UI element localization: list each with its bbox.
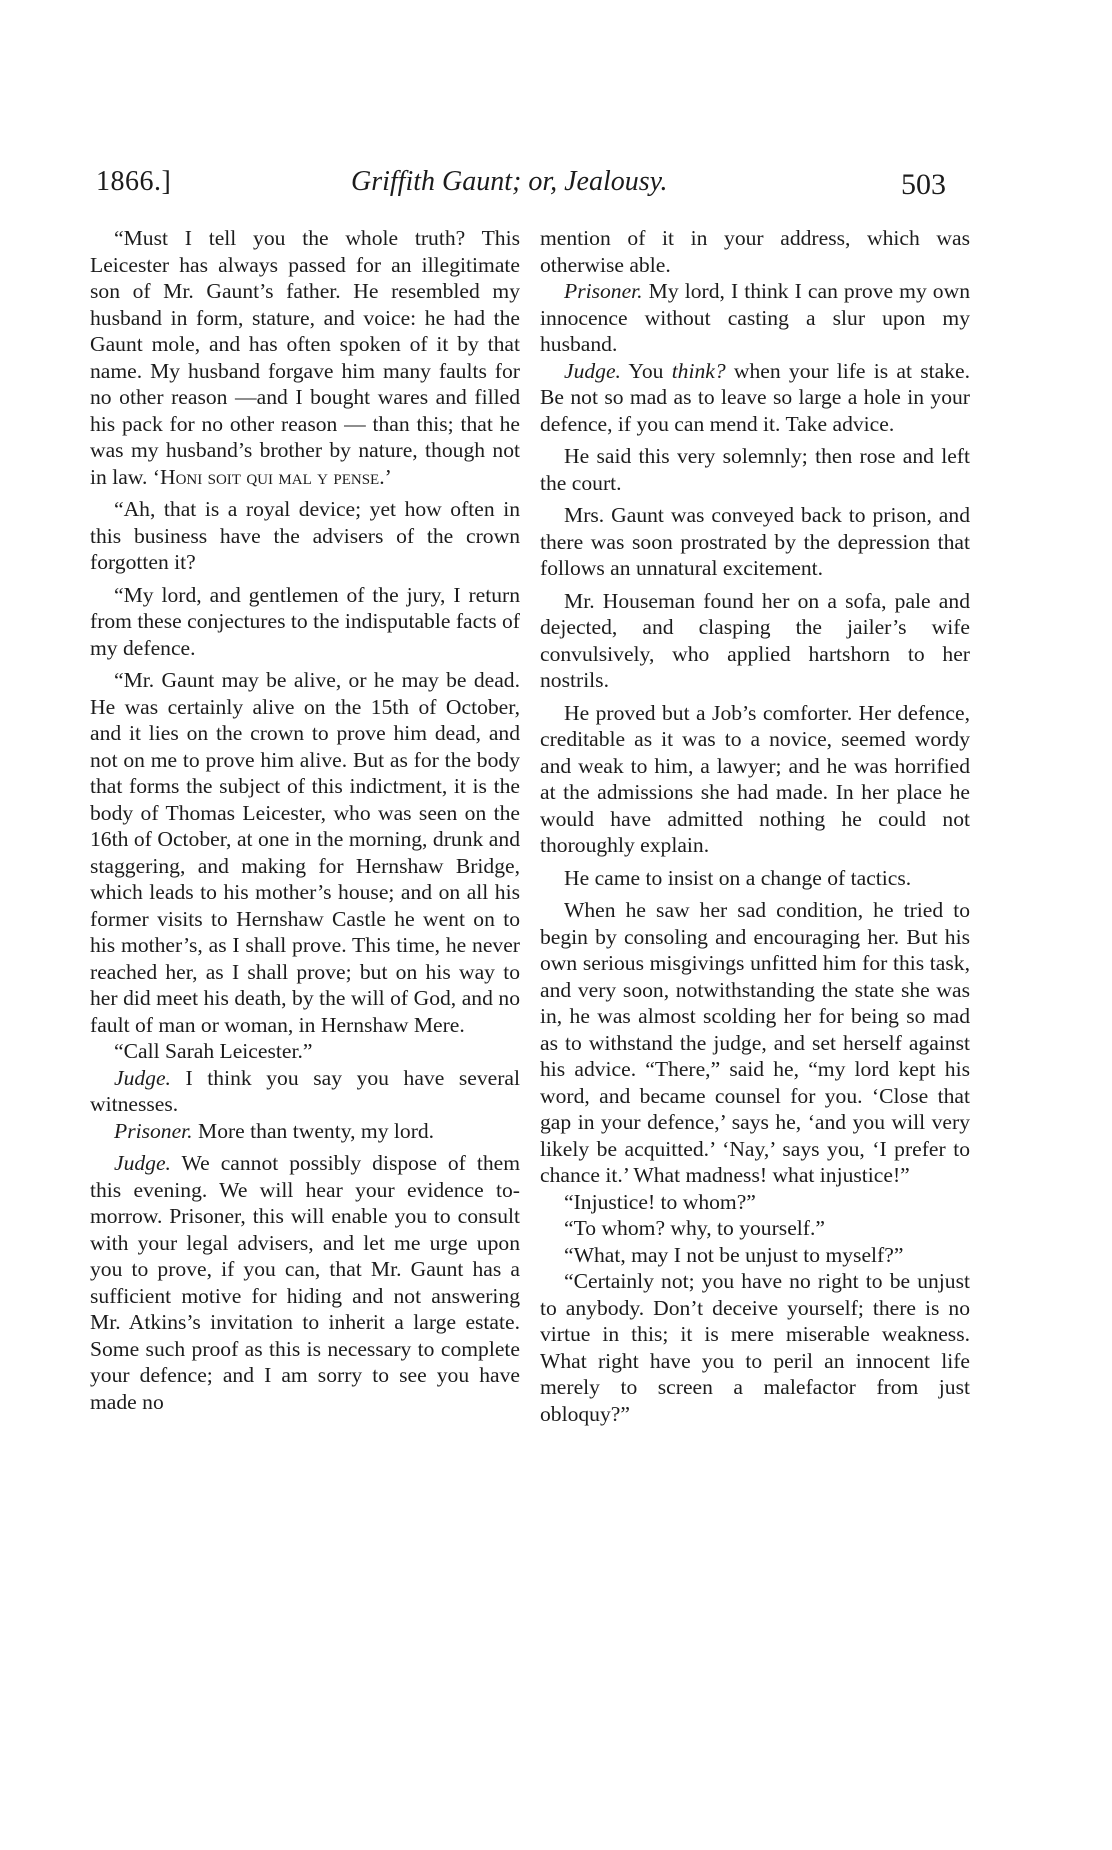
speaker-prisoner: Prisoner. xyxy=(114,1118,193,1143)
paragraph: “Ah, that is a royal device; yet how often in this business have the advisers of the crown forgotten it? xyxy=(90,497,520,574)
paragraph: He came to insist on a change of tactics. xyxy=(564,865,912,890)
right-column xyxy=(540,225,970,1427)
running-header xyxy=(96,166,946,206)
paragraph: Judge. We cannot possibly dispose of them this evening. We will hear your evidence to-morrow. Prisoner, this will enable you to consult with your legal advisers, and let me urge upon you to prove, if you can, that Mr. Gaunt has a sufficient motive for hiding and not answering Mr. Atkins’s invitation to inherit a large estate. Some such proof as this is necessary to complete your defence; and I am sorry to see you have made no xyxy=(90,1151,520,1414)
speaker-judge: Judge. xyxy=(114,1065,171,1090)
paragraph: He said this very solemnly; then rose and left the court. xyxy=(540,444,970,495)
page-number: 503 xyxy=(901,168,946,201)
paragraph: He proved but a Job’s comforter. Her defence, creditable as it was to a novice, seemed wordy and weak to him, a lawyer; and he was horrified at the admissions she had made. In her place he would have admitted nothing he could not thoroughly explain. xyxy=(540,700,970,857)
paragraph: Judge. I think you say you have several witnesses. xyxy=(90,1065,520,1116)
paragraph: “What, may I not be unjust to myself?” xyxy=(564,1242,904,1267)
paragraph: When he saw her sad condition, he tried to begin by consoling and encouraging her. But his own serious misgivings unfitted him for this task, and very soon, notwithstanding the state she was in, he was almost scolding her for being so mad as to withstand the judge, and set herself against his advice. “There,” said he, “my lord kept his word, and became counsel for you. ‘Close that gap in your defence,’ says he, ‘and you will very likely be acquitted.’ ‘Nay,’ says you, ‘I prefer to chance it.’ What madness! what injustice!” xyxy=(540,898,970,1187)
paragraph: “To whom? why, to yourself.” xyxy=(564,1216,825,1240)
paragraph: mention of it in your address, which was otherwise able. xyxy=(540,226,970,277)
paragraph: Judge. You think? when your life is at stake. Be not so mad as to leave so large a hole in your defence, if you can mend it. Take advice. xyxy=(540,358,970,436)
motto: Honi soit qui mal y pense xyxy=(159,464,380,489)
paragraph: “Must I tell you the whole truth? This Leicester has always passed for an illegitimate son of Mr. Gaunt’s father. He resembled my husband in form, stature, and voice: he had the Gaunt mole, and has often spoken of it by that name. My husband forgave him many faults for no other reason —and I bought wares and filled his pack for no other reason — than this; that he was my husband’s brother by nature, though not in law. ‘Honi soit qui mal y pense.’ xyxy=(90,226,520,489)
header-year: 1866.] xyxy=(96,166,172,197)
paragraph: “Certainly not; you have no right to be unjust to anybody. Don’t deceive yourself; there is no virtue in this; it is mere miserable weakness. What right have you to peril an innocent life merely to screen a malefactor from just obloquy?” xyxy=(540,1269,970,1426)
paragraph: Mrs. Gaunt was conveyed back to prison, and there was soon prostrated by the depression that follows an unnatural excitement. xyxy=(540,503,970,580)
paragraph: “My lord, and gentlemen of the jury, I return from these conjectures to the indisputable facts of my defence. xyxy=(90,582,520,660)
paragraph: “Injustice! to whom?” xyxy=(564,1189,756,1214)
running-title: Griffith Gaunt; or, Jealousy. xyxy=(351,166,668,197)
paragraph: Prisoner. My lord, I think I can prove my own innocence without casting a slur upon my husband. xyxy=(540,279,970,356)
paragraph: “Call Sarah Leicester.” xyxy=(114,1039,313,1063)
paragraph: Mr. Houseman found her on a sofa, pale and dejected, and clasping the jailer’s wife convulsively, who applied hartshorn to her nostrils. xyxy=(540,588,970,692)
left-column xyxy=(90,225,520,1415)
paragraph: “Mr. Gaunt may be alive, or he may be dead. He was certainly alive on the 15th of October, and it lies on the crown to prove him dead, and not on me to prove him alive. But as for the body that forms the subject of this indictment, it is the body of Thomas Leicester, who was seen on the 16th of October, at one in the morning, drunk and staggering, and making for Hernshaw Bridge, which leads to his mother’s house; and on all his former visits to Hernshaw Castle he went on to his mother’s, as I shall prove. This time, he never reached her, as I shall prove; but on his way to her did meet his death, by the will of God, and no fault of man or woman, in Hernshaw Mere. xyxy=(90,668,520,1037)
paragraph: Prisoner. More than twenty, my lord. xyxy=(114,1118,435,1143)
speaker-judge: Judge. xyxy=(114,1151,171,1175)
speaker-prisoner: Prisoner. xyxy=(564,279,643,303)
speaker-judge: Judge. xyxy=(564,358,621,383)
